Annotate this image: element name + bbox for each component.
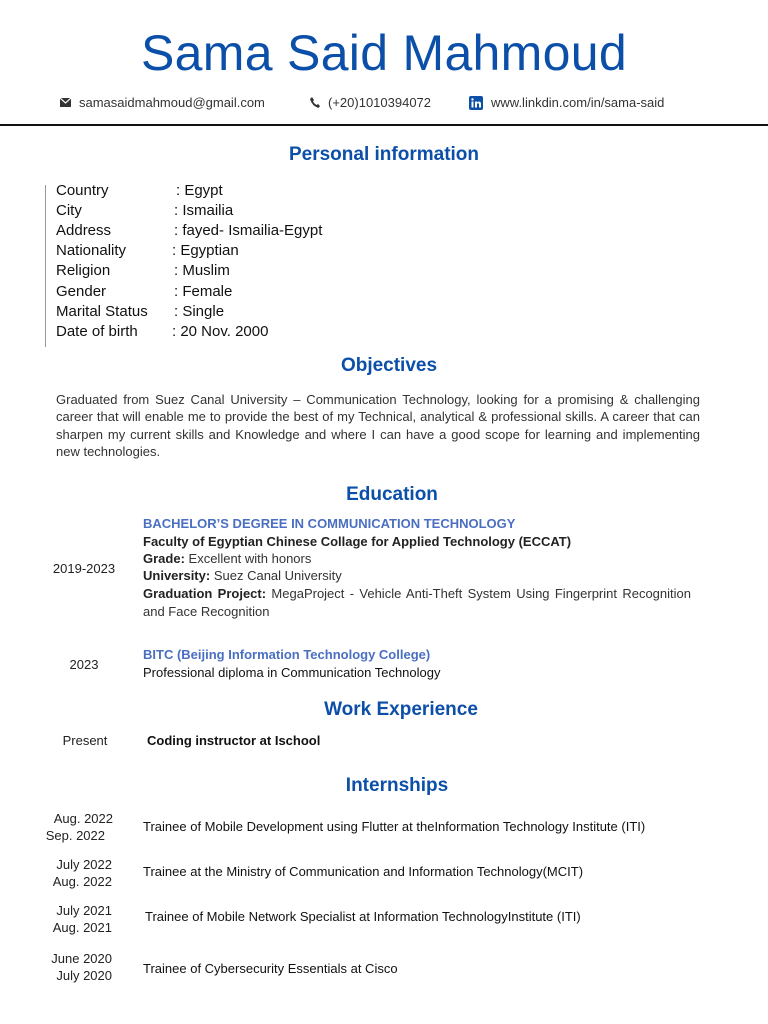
personal-label: Marital Status [56, 303, 148, 320]
education-project [143, 585, 691, 620]
phone-text: (+20)1010394072 [328, 95, 432, 110]
education-detail: Professional diploma in Communication Technology [143, 665, 441, 680]
personal-value: : Egypt [176, 182, 223, 199]
project-label: Graduation Project: [143, 586, 267, 601]
personal-value: : Single [174, 303, 225, 320]
internship-end: Aug. 2022 [52, 874, 112, 889]
education-university [143, 568, 691, 583]
linkedin-icon [469, 96, 483, 110]
work-role: Coding instructor at Ischool [147, 733, 321, 748]
work-period: Present [62, 733, 108, 748]
personal-label: Religion [56, 262, 111, 279]
internship-start: June 2020 [51, 951, 112, 966]
internship-text: Trainee of Mobile Development using Flutter at theInformation Technology Institute (ITI) [143, 819, 646, 834]
education-year: 2023 [69, 657, 99, 672]
envelope-icon [60, 98, 71, 107]
email-text: samasaidmahmoud@gmail.com [79, 95, 265, 110]
internship-start: July 2021 [56, 903, 112, 918]
education-faculty: Faculty of Egyptian Chinese Collage for Applied Technology (ECCAT) [143, 534, 572, 549]
internship-text: Trainee at the Ministry of Communication and Information Technology(MCIT) [143, 864, 584, 879]
personal-value: : Egyptian [172, 242, 239, 259]
education-degree: BITC (Beijing Information Technology College) [143, 647, 431, 662]
personal-value: : Female [174, 283, 233, 300]
contact-email [60, 95, 265, 110]
personal-label: Address [56, 222, 112, 239]
university-value: Suez Canal University [213, 568, 342, 583]
phone-icon [310, 97, 320, 108]
contact-linkedin [469, 95, 664, 110]
internship-dates [12, 856, 112, 890]
project-value: MegaProject - Vehicle Anti-Theft System Using Fingerprint Recognition and Face Recognition [143, 586, 691, 619]
header-divider [0, 124, 768, 126]
education-grade [143, 551, 691, 566]
personal-label: Nationality [56, 242, 127, 259]
personal-value: : 20 Nov. 2000 [172, 323, 269, 340]
internship-text: Trainee of Cybersecurity Essentials at Cisco [143, 961, 398, 976]
section-title-work: Work Experience [324, 699, 478, 720]
section-title-education: Education [346, 484, 438, 505]
section-title-internships: Internships [345, 775, 449, 796]
personal-side-bar [45, 185, 46, 347]
internship-end: Aug. 2021 [52, 920, 112, 935]
personal-label: Date of birth [56, 323, 138, 340]
internship-end: July 2020 [56, 968, 112, 983]
internship-dates [12, 950, 112, 984]
personal-label: Gender [56, 283, 107, 300]
contact-phone [310, 95, 431, 110]
linkedin-text: www.linkdin.com/in/sama-said [491, 95, 665, 110]
internship-start: July 2022 [56, 857, 112, 872]
section-title-objectives: Objectives [340, 355, 438, 376]
university-label: University: [143, 568, 211, 583]
internship-dates [12, 902, 112, 936]
internship-end: Sep. 2022 [45, 828, 105, 843]
personal-label: Country [56, 182, 109, 199]
personal-label: City [56, 202, 82, 219]
education-degree: BACHELOR’S DEGREE IN COMMUNICATION TECHNOLOGY [143, 516, 516, 531]
internship-start: Aug. 2022 [53, 811, 113, 826]
candidate-name: Sama Said Mahmoud [141, 25, 627, 81]
personal-value: : fayed- Ismailia-Egypt [174, 222, 323, 239]
internship-text: Trainee of Mobile Network Specialist at Information TechnologyInstitute (ITI) [145, 909, 581, 924]
objectives-text: Graduated from Suez Canal University – Communication Technology, looking for a promising & challenging career that will enable me to provide the best of my Technical, analytical & professional skills. A career that can sharpen my current skills and Knowledge and where I can have a good scope for learning and implementing new technologies. [56, 392, 700, 460]
section-title-personal: Personal information [288, 144, 480, 165]
grade-value: Excellent with honors [188, 551, 312, 566]
personal-value: : Ismailia [174, 202, 234, 219]
personal-value: : Muslim [174, 262, 230, 279]
education-year: 2019-2023 [52, 561, 116, 576]
internship-dates [13, 810, 113, 844]
grade-label: Grade: [143, 551, 185, 566]
